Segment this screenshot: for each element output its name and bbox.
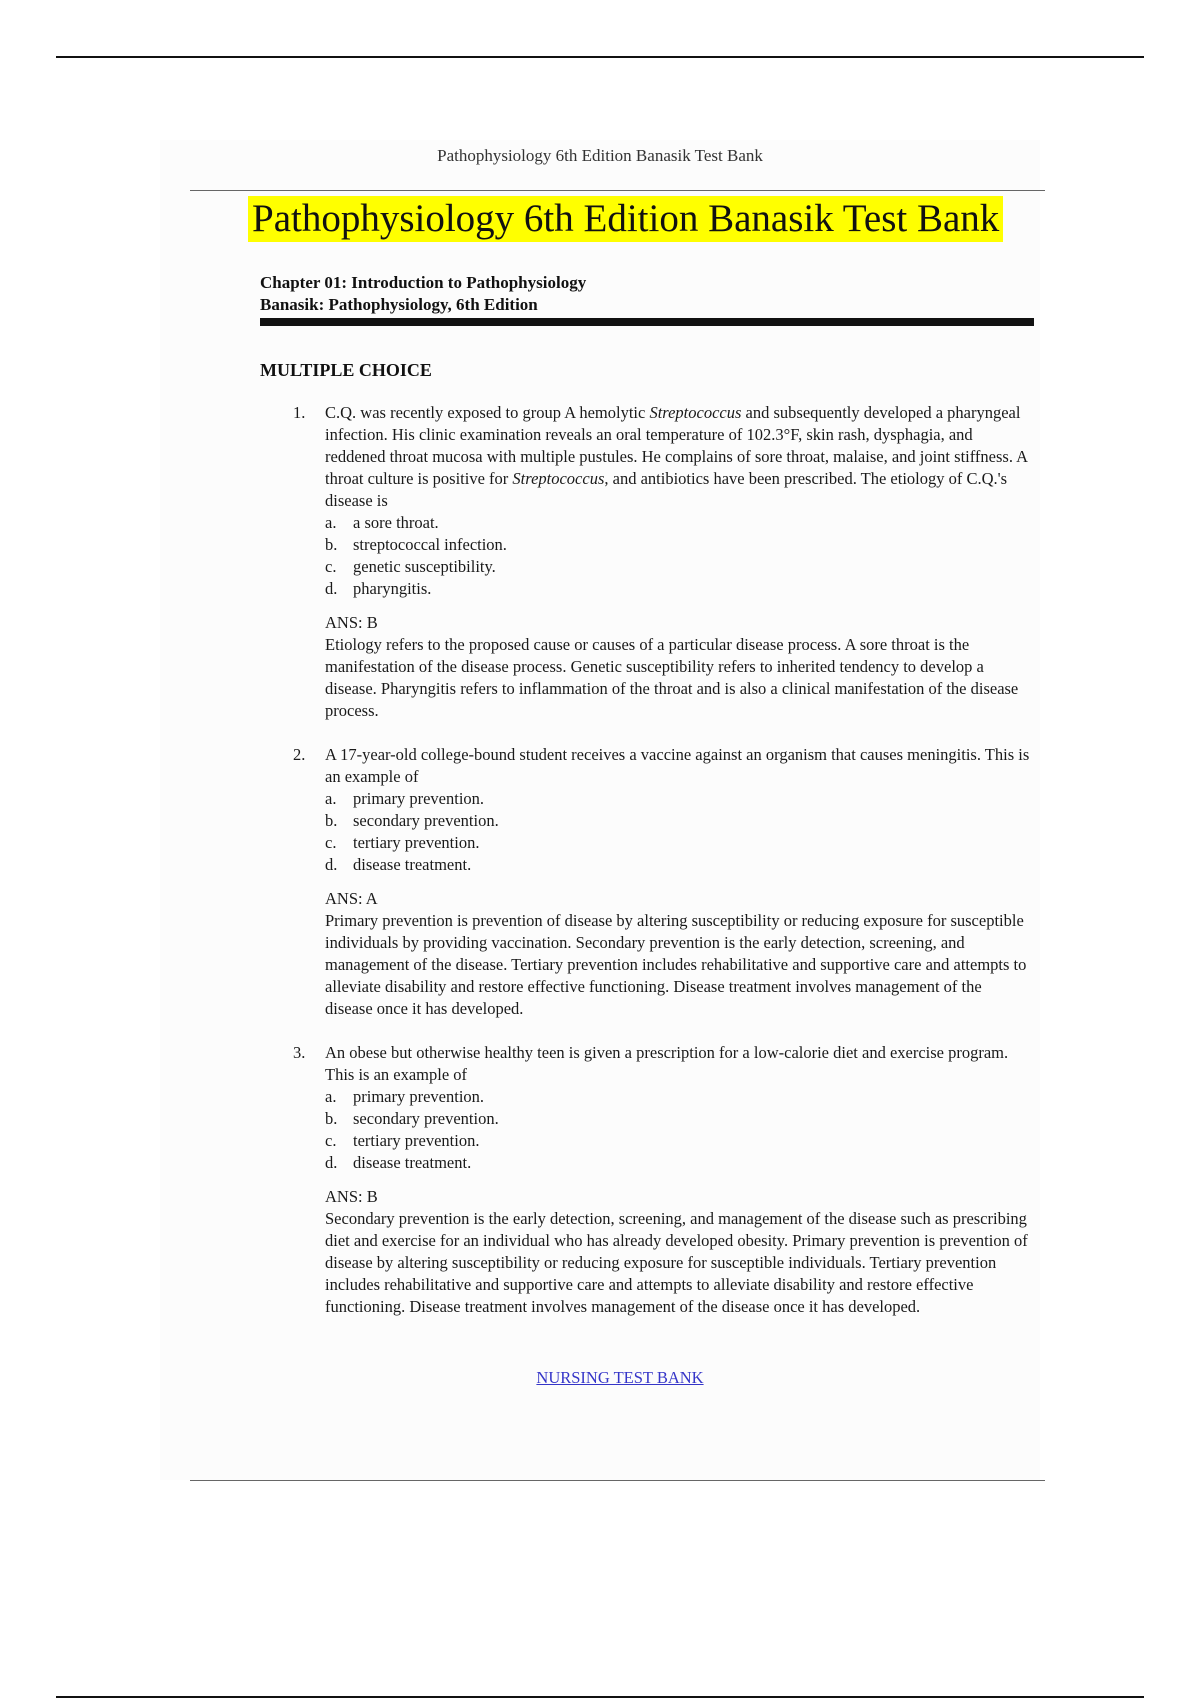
chapter-bar	[260, 318, 1034, 326]
question-3	[293, 1042, 1033, 1318]
question-number: 3.	[293, 1043, 306, 1062]
header-rule	[190, 190, 1045, 191]
question-stem: C.Q. was recently exposed to group A hemolytic Streptococcus and subsequently developed a pharyngeal infection. His clinic examination reveals an oral temperature of 102.3°F, skin rash, dysphagia, and reddened throat mucosa with multiple pustules. He complains of sore throat, malaise, and joint stiffness. A throat culture is positive for Streptococcus, and antibiotics have been prescribed. The etiology of C.Q.'s disease is	[325, 403, 1028, 510]
nursing-test-bank-link[interactable]: NURSING TEST BANK	[536, 1368, 704, 1387]
rationale: Primary prevention is prevention of disease by altering susceptibility or reducing exposure for susceptible individuals by providing vaccination. Secondary prevention is the early detection, screening, and management of the disease. Tertiary prevention includes rehabilitative and supportive care and attempts to alleviate disability and restore effective functioning. Disease treatment involves management of the disease once it has developed.	[325, 911, 1027, 1018]
section-label: MULTIPLE CHOICE	[260, 360, 432, 380]
option-a: a. primary prevention.	[325, 1087, 485, 1106]
answer-key: ANS: B	[325, 1187, 378, 1206]
italic-term: Streptococcus	[512, 469, 605, 488]
option-d: d. pharyngitis.	[325, 579, 432, 598]
option-c: c. tertiary prevention.	[325, 833, 480, 852]
option-b: b. streptococcal infection.	[325, 535, 507, 554]
chapter-heading	[260, 272, 1040, 316]
rationale: Secondary prevention is the early detection, screening, and management of the disease such as prescribing diet and exercise for an individual who has already developed obesity. Primary prevention is prevention of disease by altering susceptibility or reducing exposure for susceptible individuals. Tertiary prevention includes rehabilitative and supportive care and attempts to alleviate disability and restore effective functioning. Disease treatment involves management of the disease once it has developed.	[325, 1209, 1028, 1316]
question-list	[293, 402, 1033, 1340]
rationale: Etiology refers to the proposed cause or causes of a particular disease process. A sore throat is the manifestation of the disease process. Genetic susceptibility refers to inherited tendency to develop a disease. Pharyngitis refers to inflammation of the throat and is also a clinical manifestation of the disease process.	[325, 635, 1019, 720]
question-2	[293, 744, 1033, 1020]
question-number: 1.	[293, 403, 306, 422]
question-1	[293, 402, 1033, 722]
answer-key: ANS: A	[325, 889, 378, 908]
question-stem: An obese but otherwise healthy teen is given a prescription for a low-calorie diet and exercise program. This is an example of	[325, 1043, 1009, 1084]
footer-rule	[190, 1480, 1045, 1481]
bottom-rule	[56, 1696, 1144, 1698]
question-number: 2.	[293, 745, 306, 764]
option-c: c. genetic susceptibility.	[325, 557, 496, 576]
answer-options	[325, 512, 1033, 600]
option-a: a. a sore throat.	[325, 513, 439, 532]
document-page	[160, 140, 1040, 1480]
answer-options	[325, 1086, 1033, 1174]
top-rule	[56, 56, 1144, 58]
answer-options	[325, 788, 1033, 876]
chapter-line: Chapter 01: Introduction to Pathophysiology	[260, 273, 587, 292]
highlighted-title: Pathophysiology 6th Edition Banasik Test Bank	[248, 196, 1003, 242]
italic-term: Streptococcus	[649, 403, 742, 422]
running-header: Pathophysiology 6th Edition Banasik Test Bank	[437, 146, 763, 165]
option-d: d. disease treatment.	[325, 1153, 472, 1172]
option-a: a. primary prevention.	[325, 789, 485, 808]
option-b: b. secondary prevention.	[325, 811, 499, 830]
question-stem: A 17-year-old college-bound student receives a vaccine against an organism that causes meningitis. This is an example of	[325, 745, 1030, 786]
answer-key: ANS: B	[325, 613, 378, 632]
edition-line: Banasik: Pathophysiology, 6th Edition	[260, 295, 538, 314]
option-d: d. disease treatment.	[325, 855, 472, 874]
option-b: b. secondary prevention.	[325, 1109, 499, 1128]
option-c: c. tertiary prevention.	[325, 1131, 480, 1150]
